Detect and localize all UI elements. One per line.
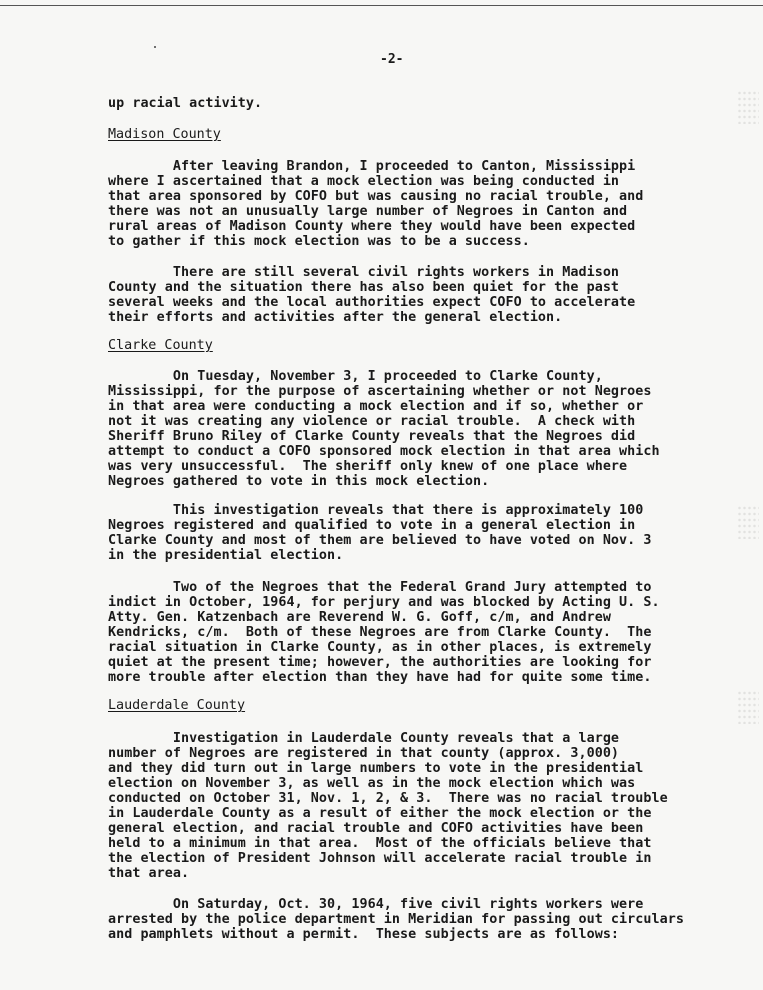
top-edge-rule: [0, 5, 763, 6]
heading-lauderdale-county: Lauderdale County: [108, 698, 246, 713]
scan-noise: [737, 690, 759, 724]
scan-speck: [154, 46, 156, 48]
lauderdale-paragraph-2: On Saturday, Oct. 30, 1964, five civil rights workers were arrested by the police department in Meridian for passing out circulars and pamphlets without a permit. These subjects are as follows:: [108, 897, 684, 942]
page-number: -2-: [380, 52, 404, 67]
heading-madison-county: Madison County: [108, 127, 221, 142]
heading-clarke-county: Clarke County: [108, 338, 213, 353]
intro-continuation: up racial activity.: [108, 96, 263, 111]
clarke-paragraph-3: Two of the Negroes that the Federal Grand Jury attempted to indict in October, 1964, for perjury and was blocked by Acting U. S. Atty. Gen. Katzenbach are Reverend W. G. Goff, c/m, and Andrew Kendricks, c/m. Both of these Negroes are from Clarke County. The racial situation in Clarke County, as in other places, is extremely quiet at the present time; however, the authorities are looking for more trouble after election than they have had for quite some time.: [108, 580, 660, 685]
madison-paragraph-2: There are still several civil rights workers in Madison County and the situation there has also been quiet for the past several weeks and the local authorities expect COFO to accelerate their efforts and activities after the general election.: [108, 265, 636, 325]
lauderdale-paragraph-1: Investigation in Lauderdale County reveals that a large number of Negroes are registered in that county (approx. 3,000) and they did turn out in large numbers to vote in the presidential election on November 3, as well as in the mock election which was conducted on October 31, Nov. 1, 2, & 3. There was no racial trouble in Lauderdale County as a result of either the mock election or the general election, and racial trouble and COFO activities have been held to a minimum in that area. Most of the officials believe that the election of President Johnson will accelerate racial trouble in that area.: [108, 731, 668, 881]
madison-paragraph-1: After leaving Brandon, I proceeded to Canton, Mississippi where I ascertained that a mock election was being conducted in that area sponsored by COFO but was causing no racial trouble, and there was not an unusually large number of Negroes in Canton and rural areas of Madison County where they would have been expected to gather if this mock election was to be a success.: [108, 159, 644, 249]
clarke-paragraph-2: This investigation reveals that there is approximately 100 Negroes registered and qualified to vote in a general election in Clarke County and most of them are believed to have voted on Nov. 3 in the presidential election.: [108, 503, 652, 563]
clarke-paragraph-1: On Tuesday, November 3, I proceeded to Clarke County, Mississippi, for the purpose of ascertaining whether or not Negroes in that area were conducting a mock election and if so, whether or not it was creating any violence or racial trouble. A check with Sheriff Bruno Riley of Clarke County reveals that the Negroes did attempt to conduct a COFO sponsored mock election in that area which was very unsuccessful. The sheriff only knew of one place where Negroes gathered to vote in this mock election.: [108, 369, 660, 489]
